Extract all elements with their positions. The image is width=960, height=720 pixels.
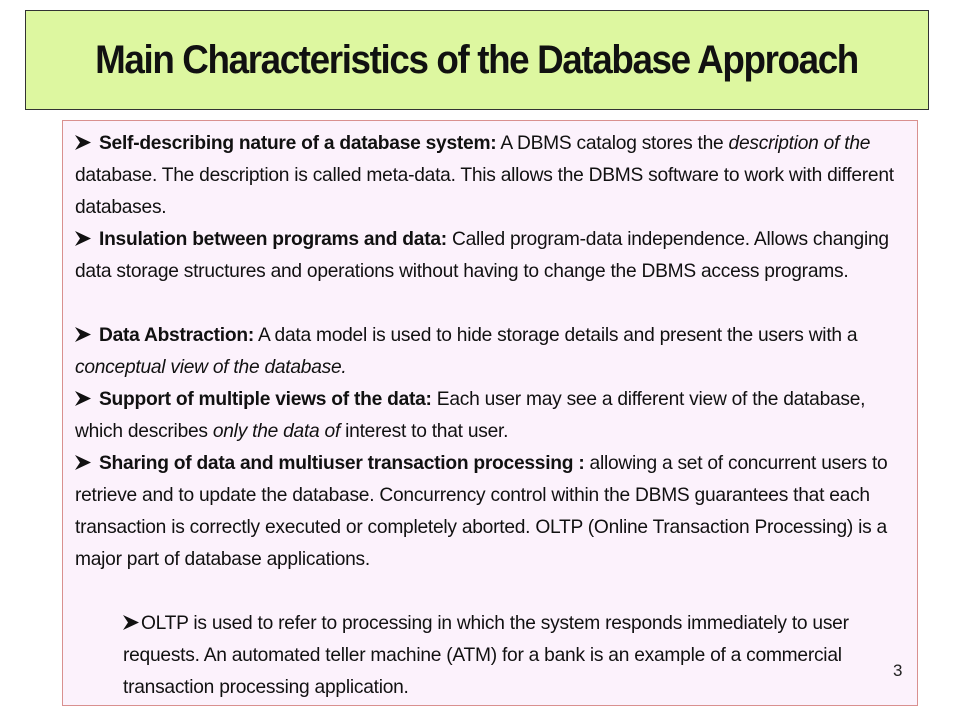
bullet-insulation [75,224,907,288]
bullet-heading: Insulation between programs and data: [99,229,447,250]
arrow-bullet-icon [75,135,91,150]
slide-title: Main Characteristics of the Database Approach [95,37,859,82]
bullet-data-abstraction [75,320,907,384]
bullet-text: A data model is used to hide storage details and present the users with a [253,325,858,346]
slide-content-box [62,120,918,706]
bullet-sharing-of-data [75,448,907,576]
bullet-italic-text: conceptual view of the database. [75,357,347,378]
bullet-text: Called program-data independence. Allows changing data storage structures and operations without having to change the DBMS access programs. [75,229,889,282]
bullet-italic-text: description of the [728,133,871,154]
bullet-heading: Support of multiple views of the data: [99,389,432,410]
bullet-text: allowing a set of concurrent users to retrieve and to update the database. Concurrency control within the DBMS guarantees that each transaction is correctly executed or completely aborted. OLTP (Online Transaction Processing) is a major part of database applications. [75,453,888,570]
arrow-bullet-icon [123,615,139,630]
bullet-text: interest to that user. [340,421,509,442]
bullet-heading: Sharing of data and multiuser transaction processing : [99,453,585,474]
bullet-multiple-views [75,384,907,448]
bullet-text: Each user may see a different view of the database, which describes [75,389,866,442]
bullet-italic-text: only the data of [212,421,341,442]
slide-title-box [25,10,929,110]
sub-bullet-oltp [123,608,909,704]
arrow-bullet-icon [75,455,91,470]
arrow-bullet-icon [75,391,91,406]
bullet-self-describing [75,128,907,224]
bullet-text: A DBMS catalog stores the [496,133,729,154]
bullet-heading: Self-describing nature of a database system: [99,133,497,154]
bullet-heading: Data Abstraction: [99,325,254,346]
arrow-bullet-icon [75,327,91,342]
bullet-text: database. The description is called meta-data. This allows the DBMS software to work with different databases. [75,165,894,218]
arrow-bullet-icon [75,231,91,246]
sub-bullet-text: OLTP is used to refer to processing in which the system responds immediately to user requests. An automated teller machine (ATM) for a bank is an example of a commercial transaction processing application. [123,613,849,698]
page-number: 3 [893,661,903,680]
